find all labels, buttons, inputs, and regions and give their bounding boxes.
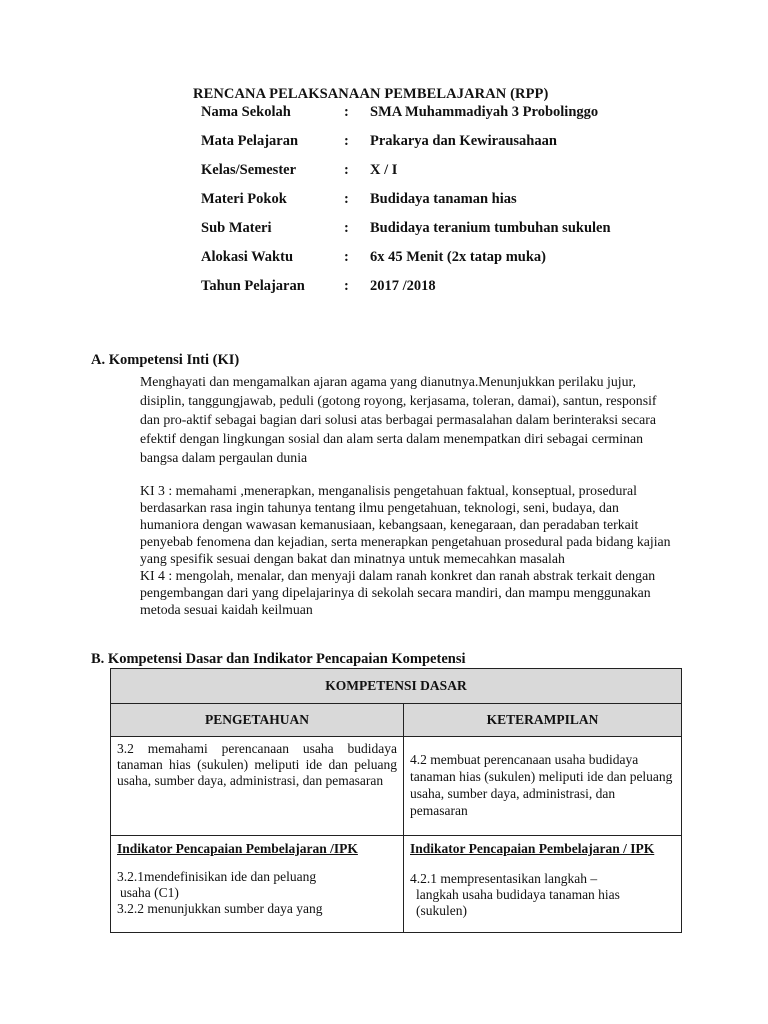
indikator-keterampilan-cell <box>404 836 682 933</box>
list-item: usaha (C1) <box>120 885 179 900</box>
indikator-left-heading: Indikator Pencapaian Pembelajaran /IPK <box>117 841 358 856</box>
list-item: (sukulen) <box>416 903 467 918</box>
info-label: Mata Pelajaran <box>201 133 299 149</box>
ki-paragraph-1: Menghayati dan mengamalkan ajaran agama yang dianutnya.Menunjukkan perilaku jujur, disiplin, tanggungjawab, peduli (gotong royong, kerjasama, toleran, damai), santun, responsif dan pro-aktif sebagai bagian dari solusi atas berbagai permasalahan dalam berinteraksi secara efektif dengan lingkungan sosial dan alam serta dalam menempatkan diri sebagai cerminan bangsa dalam pergaulan dunia <box>140 374 657 465</box>
info-separator: : <box>344 191 349 207</box>
kd-pengetahuan-cell: 3.2 memahami perencanaan usaha budidaya tanaman hias (sukulen) meliputi ide dan peluang usaha, sumber daya, administrasi, dan pemasaran <box>111 737 404 836</box>
info-value: Budidaya tanaman hias <box>370 191 517 207</box>
indikator-right-heading: Indikator Pencapaian Pembelajaran / IPK <box>410 841 655 856</box>
document-title: RENCANA PELAKSANAAN PEMBELAJARAN (RPP) <box>193 86 549 102</box>
list-item: 3.2.1mendefinisikan ide dan peluang <box>117 869 317 884</box>
col-header-pengetahuan: PENGETAHUAN <box>111 704 404 737</box>
info-label: Kelas/Semester <box>201 162 297 178</box>
list-item: 4.2.1 mempresentasikan langkah – <box>410 871 598 886</box>
info-value: Prakarya dan Kewirausahaan <box>370 133 557 149</box>
info-separator: : <box>344 278 349 294</box>
ki3-text: KI 3 : memahami ,menerapkan, menganalisis pengetahuan faktual, konseptual, prosedural berdasarkan rasa ingin tahunya tentang ilmu pengetahuan, teknologi, seni, budaya, dan humaniora dengan wawasan kemanusiaan, kebangsaan, kenegaraan, dan peradaban terkait penyebab fenomena dan kejadian, serta menerapkan pengetahuan prosedural pada bidang kajian yang spesifik sesuai dengan bakat dan minatnya untuk memecahkan masalah <box>140 483 671 566</box>
info-value: SMA Muhammadiyah 3 Probolinggo <box>370 104 599 120</box>
indikator-left-list <box>117 869 397 917</box>
info-value: 6x 45 Menit (2x tatap muka) <box>370 249 547 265</box>
info-value: Budidaya teranium tumbuhan sukulen <box>370 220 611 236</box>
info-label: Alokasi Waktu <box>201 249 294 265</box>
col-header-keterampilan: KETERAMPILAN <box>404 704 682 737</box>
info-value: 2017 /2018 <box>370 278 436 294</box>
info-label: Materi Pokok <box>201 191 287 207</box>
section-b-heading: B. Kompetensi Dasar dan Indikator Pencapaian Kompetensi <box>91 651 466 667</box>
info-value: X / I <box>370 162 398 178</box>
info-label: Nama Sekolah <box>201 104 291 120</box>
indikator-pengetahuan-cell <box>111 836 404 933</box>
section-a-heading: A. Kompetensi Inti (KI) <box>91 352 240 368</box>
ki4-text: KI 4 : mengolah, menalar, dan menyaji dalam ranah konkret dan ranah abstrak terkait dengan pengembangan dari yang dipelajarinya di sekolah secara mandiri, dan mampu menggunakan metoda sesuai kaidah keilmuan <box>140 568 656 617</box>
info-separator: : <box>344 133 349 149</box>
info-separator: : <box>344 104 349 120</box>
info-label: Sub Materi <box>201 220 272 236</box>
info-separator: : <box>344 249 349 265</box>
list-item: 3.2.2 menunjukkan sumber daya yang <box>117 901 323 916</box>
kd-keterampilan-cell: 4.2 membuat perencanaan usaha budidaya tanaman hias (sukulen) meliputi ide dan peluang usaha, sumber daya, administrasi, dan pemasaran <box>404 737 682 836</box>
info-separator: : <box>344 220 349 236</box>
list-item: langkah usaha budidaya tanaman hias <box>416 887 620 902</box>
table-main-header: KOMPETENSI DASAR <box>111 669 682 704</box>
ki-paragraph-2 <box>140 482 672 618</box>
info-separator: : <box>344 162 349 178</box>
info-label: Tahun Pelajaran <box>201 278 305 294</box>
indikator-right-list <box>410 871 675 919</box>
kompetensi-dasar-table <box>110 668 682 933</box>
